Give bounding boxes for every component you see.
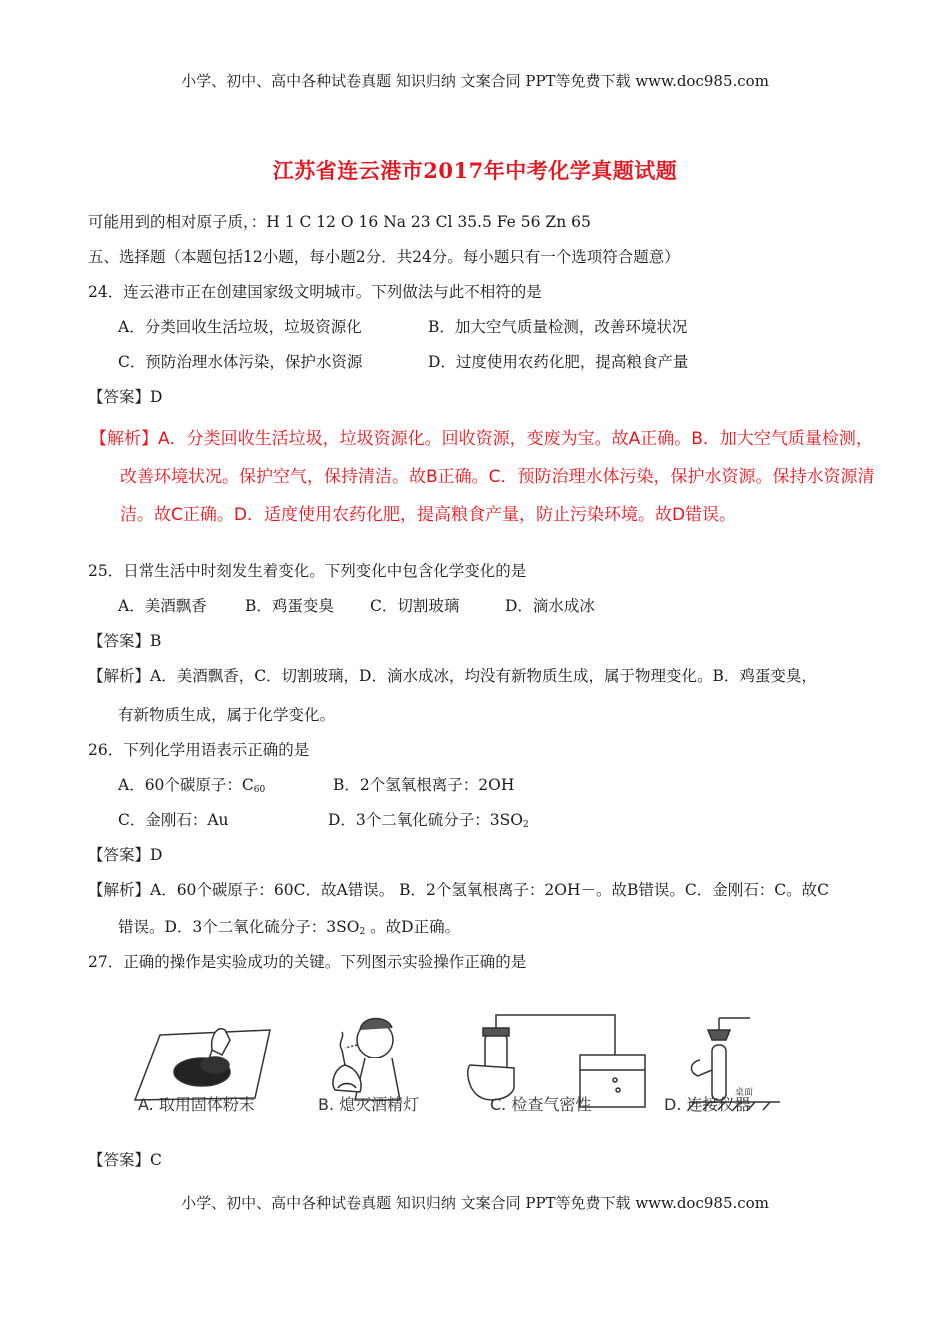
page-footer: 小学、初中、高中各种试卷真题 知识归纳 文案合同 PPT等免费下载 www.doc985.com: [181, 1194, 769, 1212]
section-heading: 五、选择题（本题包括12小题，每小题2分．共24分。每小题只有一个选项符合题意）: [88, 248, 680, 266]
fig-a-caption: A. 取用固体粉末: [138, 1095, 255, 1114]
q24-option-c: C．预防治理水体污染，保护水资源: [118, 353, 363, 371]
q26-stem: 26．下列化学用语表示正确的是: [88, 741, 310, 759]
q26-analysis-line-2: 错误。D．3个二氧化硫分子：$3SO_2$ 。故D正确。: [118, 918, 461, 937]
atomic-masses: 可能用到的相对原子质，：H 1 C 12 O 16 Na 23 Cl 35.5 Fe 56 Zn 65: [88, 213, 591, 231]
q25-option-b: B．鸡蛋变臭: [245, 597, 334, 615]
q26-option-d: D．3个二氧化硫分子：$3SO_2$: [328, 811, 529, 830]
q26-option-b: B．2个氢氧根离子：2OH: [333, 776, 515, 794]
fig-b-alcohol-lamp-illustration: [333, 1018, 400, 1100]
q26-option-c: C．金刚石：Au: [118, 811, 229, 829]
fig-d-caption: D. 连接仪器: [664, 1095, 751, 1114]
stopper: [708, 1030, 730, 1040]
q25-answer: 【答案】B: [88, 632, 162, 650]
q24-analysis-line-3: 洁。故C正确。D．适度使用农药化肥，提高粮食产量，防止污染环境。故D错误。: [120, 505, 737, 525]
fig-a-powder-illustration: [135, 1029, 270, 1100]
q25-analysis-line-1: 【解析】A．美酒飘香，C．切割玻璃，D．滴水成冰，均没有新物质生成，属于物理变化。B．鸡蛋变臭，: [88, 667, 817, 685]
q27-answer: 【答案】C: [88, 1151, 162, 1169]
q25-option-d: D．滴水成冰: [505, 597, 595, 615]
hand: [691, 1060, 712, 1076]
q24-option-d: D．过度使用农药化肥，提高粮食产量: [428, 353, 689, 371]
lamp: [333, 1065, 361, 1092]
page-header: 小学、初中、高中各种试卷真题 知识归纳 文案合同 PPT等免费下载 www.doc985.com: [181, 72, 769, 90]
q26-answer: 【答案】D: [88, 846, 163, 864]
q27-stem: 27．正确的操作是实验成功的关键。下列图示实验操作正确的是: [88, 953, 527, 971]
q24-option-b: B．加大空气质量检测，改善环境状况: [428, 318, 688, 336]
q24-analysis-line-2: 改善环境状况。保护空气，保持清洁。故B正确。C．预防治理水体污染，保护水资源。保持水资源清: [120, 467, 875, 487]
fig-b-caption: B. 熄灭酒精灯: [318, 1095, 420, 1114]
q24-answer: 【答案】D: [88, 388, 163, 406]
q25-stem: 25．日常生活中时刻发生着变化。下列变化中包含化学变化的是: [88, 562, 527, 580]
q26-option-a: A．60个碳原子：$C_{60}$: [118, 776, 266, 795]
q25-analysis-line-2: 有新物质生成，属于化学变化。: [118, 706, 336, 724]
q25-option-c: C．切割玻璃: [370, 597, 460, 615]
fig-d-table-label: 桌面: [735, 1088, 754, 1098]
fig-c-caption: C. 检查气密性: [490, 1095, 592, 1114]
q25-option-a: A．美酒飘香: [118, 597, 207, 615]
q24-stem: 24．连云港市正在创建国家级文明城市。下列做法与此不相符的是: [88, 283, 542, 301]
q24-option-a: A．分类回收生活垃圾，垃圾资源化: [118, 318, 362, 336]
q24-analysis-line-1: 【解析】A．分类回收生活垃圾，垃圾资源化。回收资源，变废为宝。故A正确。B．加大空气质量检测，: [90, 429, 873, 449]
q26-analysis-line-1: 【解析】A．60个碳原子：60C．故A错误。 B．2个氢氧根离子：2OH－。故B错误。C．金刚石：C。故C: [88, 881, 829, 899]
page-title: 江苏省连云港市2017年中考化学真题试题: [272, 158, 678, 183]
